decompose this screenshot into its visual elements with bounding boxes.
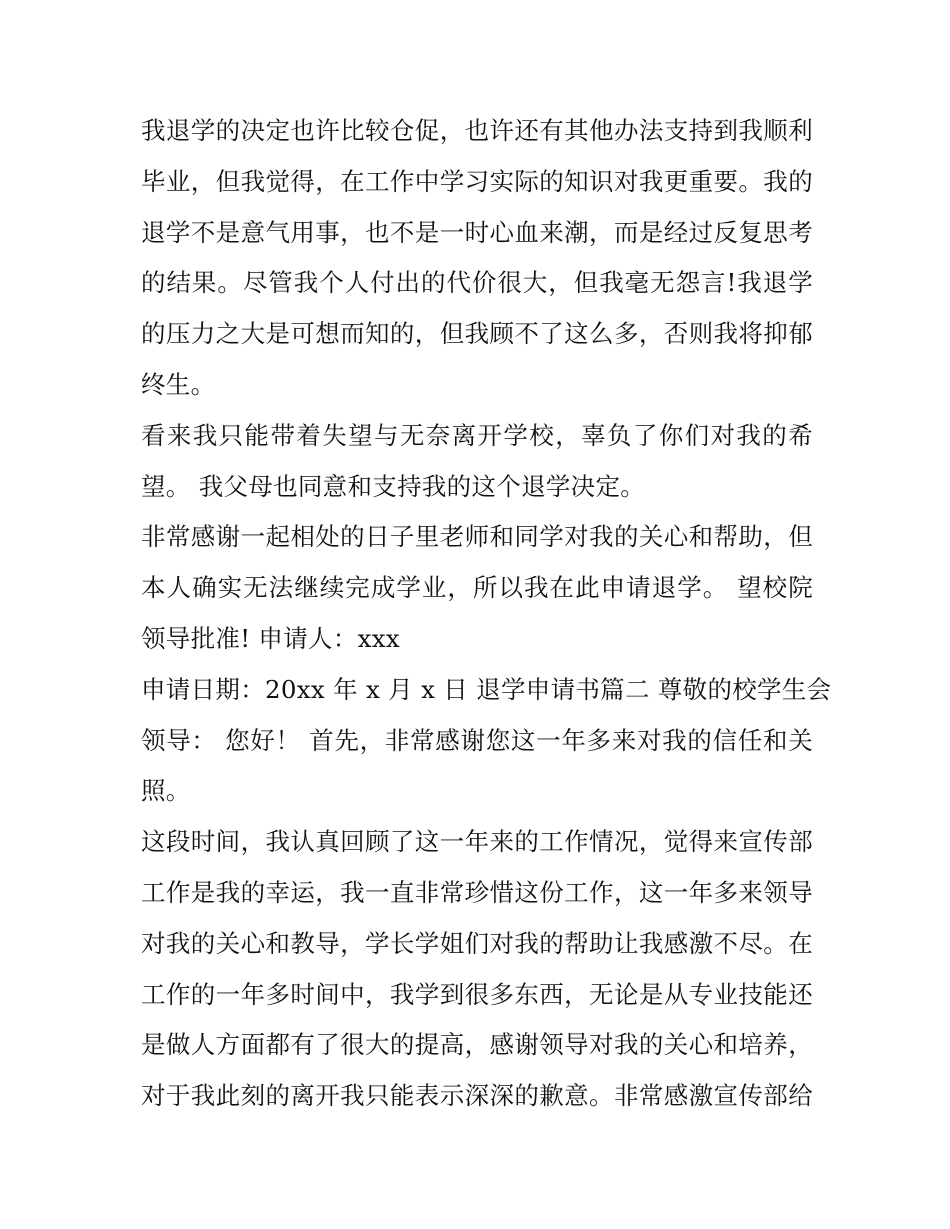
text-line: 这段时间，我认真回顾了这一年来的工作情况，觉得来宣传部 bbox=[141, 827, 813, 857]
text-line: 退学不是意气用事，也不是一时心血来潮，而是经过反复思考 bbox=[141, 217, 813, 247]
text-line: 工作是我的幸运，我一直非常珍惜这份工作，这一年多来领导 bbox=[141, 877, 813, 907]
paragraph-date-and-second-letter bbox=[141, 665, 832, 817]
text-line: 本人确实无法继续完成学业，所以我在此申请退学。 望校院 bbox=[141, 573, 813, 603]
text-line: 我退学的决定也许比较仓促，也许还有其他办法支持到我顺利 bbox=[141, 116, 813, 145]
text-line: 对我的关心和教导，学长学姐们对我的帮助让我感激不尽。在 bbox=[141, 928, 813, 958]
text-line: 看来我只能带着失望与无奈离开学校，辜负了你们对我的希 bbox=[141, 420, 813, 450]
text-line: 望。 我父母也同意和支持我的这个退学决定。 bbox=[141, 471, 646, 501]
text-line: 照。 bbox=[141, 776, 191, 806]
text-line: 是做人方面都有了很大的提高，感谢领导对我的关心和培养， bbox=[141, 1030, 813, 1060]
paragraph-thanks-and-request bbox=[141, 512, 813, 664]
text-line: 领导： 您好！ 首先，非常感谢您这一年多来对我的信任和关 bbox=[141, 725, 813, 755]
text-line: 领导批准! 申请人：xxx bbox=[141, 623, 400, 653]
text-line: 毕业，但我觉得，在工作中学习实际的知识对我更重要。我的 bbox=[141, 166, 813, 196]
text-line: 的压力之大是可想而知的，但我顾不了这么多，否则我将抑郁 bbox=[141, 319, 813, 349]
text-line: 申请日期：20xx 年 x 月 x 日 退学申请书篇二 尊敬的校学生会 bbox=[141, 674, 832, 704]
text-line: 对于我此刻的离开我只能表示深深的歉意。非常感激宣传部给 bbox=[141, 1081, 813, 1111]
text-line: 终生。 bbox=[141, 369, 216, 399]
paragraph-leaving-school bbox=[141, 411, 813, 513]
text-line: 非常感谢一起相处的日子里老师和同学对我的关心和帮助，但 bbox=[141, 522, 813, 552]
paragraph-withdrawal-reason bbox=[141, 106, 813, 411]
paragraph-work-reflection bbox=[141, 817, 813, 1122]
text-line: 工作的一年多时间中，我学到很多东西，无论是从专业技能还 bbox=[141, 979, 813, 1009]
text-line: 的结果。尽管我个人付出的代价很大，但我毫无怨言!我退学 bbox=[141, 268, 813, 298]
document-body bbox=[141, 106, 832, 1122]
